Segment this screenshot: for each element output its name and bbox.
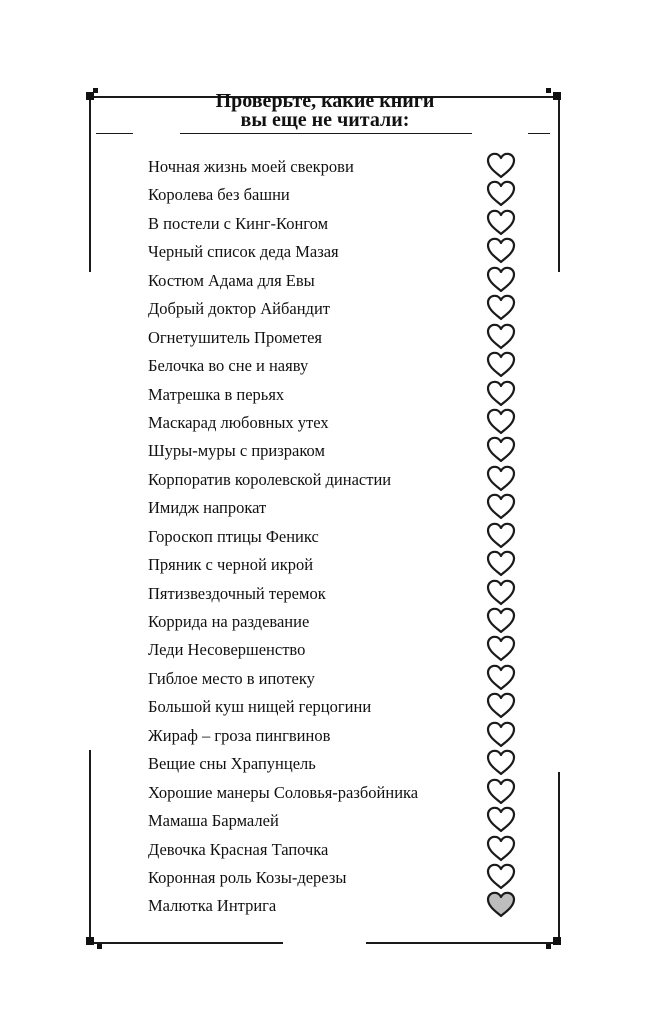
heart-outline-icon[interactable]	[486, 237, 516, 264]
heading-rule-center	[180, 133, 472, 134]
book-title: Черный список деда Мазая	[148, 242, 339, 262]
heart-outline-icon[interactable]	[486, 607, 516, 634]
frame-right-line-lower	[558, 772, 560, 940]
book-title: Ночная жизнь моей свекрови	[148, 157, 354, 176]
book-title: Костюм Адама для Евы	[148, 270, 315, 290]
frame-bottom-line-left	[93, 942, 283, 944]
book-title: Королева без башни	[148, 185, 290, 205]
book-list-item-25	[148, 835, 528, 863]
heart-outline-icon[interactable]	[486, 721, 516, 748]
book-title: Жираф – гроза пингвинов	[148, 725, 331, 745]
heart-outline-icon[interactable]	[486, 266, 516, 293]
heart-outline-icon[interactable]	[486, 579, 516, 606]
heading-rule-left	[96, 133, 133, 134]
heart-outline-icon[interactable]	[486, 152, 516, 179]
heart-outline-icon[interactable]	[486, 408, 516, 435]
book-list-item-18	[148, 635, 528, 663]
heart-outline-icon[interactable]	[486, 436, 516, 463]
book-title: Гороскоп птицы Феникс	[148, 526, 319, 546]
corner-top-left	[86, 92, 94, 100]
book-title: Имидж напрокат	[148, 498, 267, 518]
book-list-item-19	[148, 664, 528, 692]
heart-outline-icon[interactable]	[486, 692, 516, 719]
book-list-item-26	[148, 863, 528, 891]
book-list-item-10	[148, 408, 528, 436]
heart-outline-icon[interactable]	[486, 522, 516, 549]
heart-outline-icon[interactable]	[486, 465, 516, 492]
frame-bottom-line-right	[366, 942, 558, 944]
heart-outline-icon[interactable]	[486, 209, 516, 236]
heart-outline-icon[interactable]	[486, 294, 516, 321]
book-list-item-22	[148, 749, 528, 777]
heart-outline-icon[interactable]	[486, 550, 516, 577]
corner-top-right	[553, 92, 561, 100]
page-title-line-1: Проверьте, какие книги	[215, 90, 435, 112]
heart-outline-icon[interactable]	[486, 749, 516, 776]
book-title: Маскарад любовных утех	[148, 412, 329, 432]
book-title: Девочка Красная Тапочка	[148, 839, 329, 859]
book-list-item-4	[148, 237, 528, 265]
book-title: В постели с Кинг-Конгом	[148, 213, 329, 233]
book-title: Шуры-муры с призраком	[148, 441, 325, 461]
page-title	[150, 92, 500, 130]
heart-filled-icon[interactable]	[486, 891, 516, 918]
heart-outline-icon[interactable]	[486, 493, 516, 520]
book-title: Огнетушитель Прометея	[148, 327, 323, 347]
corner-bottom-right	[553, 937, 561, 945]
heart-outline-icon[interactable]	[486, 863, 516, 890]
heart-outline-icon[interactable]	[486, 351, 516, 378]
page-title-line-2: вы еще не читали:	[240, 109, 410, 131]
book-list-item-14	[148, 522, 528, 550]
book-list-item-21	[148, 721, 528, 749]
heart-outline-icon[interactable]	[486, 664, 516, 691]
book-title: Леди Несовершенство	[148, 640, 306, 660]
corner-bottom-left	[86, 937, 94, 945]
book-list-item-11	[148, 436, 528, 464]
book-title: Белочка во сне и наяву	[148, 356, 309, 376]
book-list-item-24	[148, 806, 528, 834]
book-title: Матрешка в перьях	[148, 384, 285, 404]
frame-left-line	[89, 96, 91, 272]
book-title: Вещие сны Храпунцель	[148, 754, 316, 774]
book-title: Корпоратив королевской династии	[148, 469, 392, 489]
book-list-item-7	[148, 323, 528, 351]
book-list-item-5	[148, 266, 528, 294]
corner-bottom-right-outer	[546, 944, 551, 949]
book-title: Добрый доктор Айбандит	[148, 299, 330, 319]
book-list-item-13	[148, 493, 528, 521]
book-checklist	[148, 152, 528, 920]
heart-outline-icon[interactable]	[486, 778, 516, 805]
book-list-item-20	[148, 692, 528, 720]
heart-outline-icon[interactable]	[486, 806, 516, 833]
book-list-item-6	[148, 294, 528, 322]
book-title: Коронная роль Козы-дерезы	[148, 867, 347, 887]
corner-top-left-outer	[93, 88, 98, 93]
frame-left-line-lower	[89, 750, 91, 940]
book-title: Мамаша Бармалей	[148, 811, 279, 831]
book-list-item-1	[148, 152, 528, 180]
book-title: Малютка Интрига	[148, 896, 277, 916]
book-list-item-23	[148, 778, 528, 806]
book-list-item-16	[148, 579, 528, 607]
book-list-item-3	[148, 209, 528, 237]
book-list-item-17	[148, 607, 528, 635]
corner-bottom-left-outer	[97, 944, 102, 949]
heart-outline-icon[interactable]	[486, 380, 516, 407]
heart-outline-icon[interactable]	[486, 180, 516, 207]
book-list-item-8	[148, 351, 528, 379]
book-title: Коррида на раздевание	[148, 612, 310, 631]
frame-right-line	[558, 96, 560, 272]
book-list-item-27	[148, 891, 528, 919]
book-title: Большой куш нищей герцогини	[148, 697, 372, 717]
book-list-item-9	[148, 380, 528, 408]
heart-outline-icon[interactable]	[486, 835, 516, 862]
book-title: Хорошие манеры Соловья-разбойника	[148, 782, 419, 802]
corner-top-right-outer	[546, 88, 551, 93]
book-list-item-15	[148, 550, 528, 578]
heart-outline-icon[interactable]	[486, 635, 516, 662]
book-title: Пятизвездочный теремок	[148, 583, 326, 603]
heart-outline-icon[interactable]	[486, 323, 516, 350]
book-title: Пряник с черной икрой	[148, 555, 314, 575]
heading-rule-right	[528, 133, 550, 134]
book-list-item-2	[148, 180, 528, 208]
book-list-item-12	[148, 465, 528, 493]
book-title: Гиблое место в ипотеку	[148, 668, 315, 688]
